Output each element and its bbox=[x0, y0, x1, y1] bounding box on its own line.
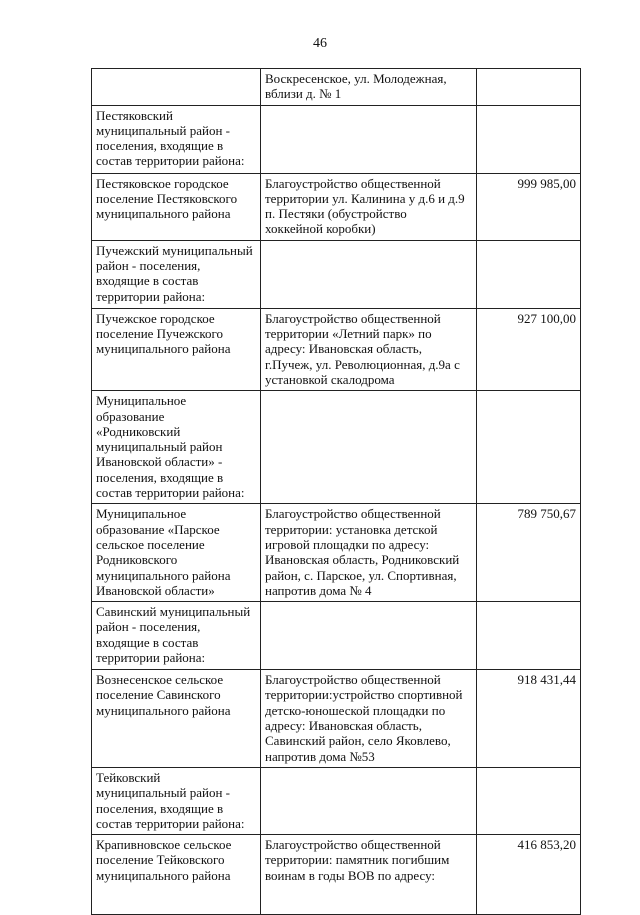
municipality-cell bbox=[92, 69, 261, 106]
municipality-line: Пестяковское городское bbox=[96, 175, 229, 191]
description-cell bbox=[261, 308, 477, 390]
municipality-line: Савинский муниципальный bbox=[96, 604, 251, 620]
municipality-line: территории района: bbox=[96, 650, 206, 666]
district-header-row bbox=[92, 602, 581, 670]
description-line: территории «Летний парк» по bbox=[265, 326, 432, 342]
description-line: Савинский район, село Яковлево, bbox=[265, 733, 451, 749]
description-line: п. Пестяки (обустройство bbox=[265, 206, 407, 222]
table-row bbox=[92, 504, 581, 602]
municipality-line: поселение Пучежского bbox=[96, 326, 224, 342]
municipality-line: муниципального района bbox=[96, 567, 231, 583]
description-line: хоккейной коробки) bbox=[265, 221, 376, 237]
description-cell bbox=[261, 69, 477, 106]
amount-cell bbox=[477, 602, 581, 670]
municipality-line: муниципального района bbox=[96, 341, 231, 357]
municipality-line: поселения, входящие в bbox=[96, 800, 224, 816]
page-number: 46 bbox=[313, 36, 327, 51]
municipality-line: муниципальный район - bbox=[96, 785, 230, 801]
municipality-line: Ивановской области» bbox=[96, 582, 215, 598]
municipality-line: поселение Пестяковского bbox=[96, 190, 238, 206]
description-line: воинам в годы ВОВ по адресу: bbox=[265, 867, 436, 883]
municipality-cell bbox=[92, 173, 261, 240]
municipality-line: Муниципальное bbox=[96, 506, 187, 522]
municipality-line: сельское поселение bbox=[96, 536, 205, 552]
municipality-cell bbox=[92, 391, 261, 504]
description-cell bbox=[261, 670, 477, 768]
description-line: территории ул. Калинина у д.6 и д.9 bbox=[265, 190, 465, 206]
description-line: Благоустройство общественной bbox=[265, 837, 441, 853]
municipality-line: входящие в состав bbox=[96, 273, 199, 289]
municipality-line: Пучежский муниципальный bbox=[96, 242, 253, 258]
description-line: Благоустройство общественной bbox=[265, 175, 441, 191]
description-line: Ивановская область, Родниковский bbox=[265, 552, 460, 568]
municipality-line: состав территории района: bbox=[96, 815, 245, 831]
amount-cell bbox=[477, 670, 581, 768]
municipality-line: территории района: bbox=[96, 288, 206, 304]
description-line: территории:устройство спортивной bbox=[265, 687, 463, 703]
municipality-line: образование «Парское bbox=[96, 521, 220, 537]
amount-cell bbox=[477, 69, 581, 106]
municipality-line: Пучежское городское bbox=[96, 310, 215, 326]
municipality-line: поселения, входящие в bbox=[96, 469, 224, 485]
municipality-line: Тейковский bbox=[96, 769, 161, 785]
municipality-line: Крапивновское сельское bbox=[96, 837, 232, 853]
description-cell bbox=[261, 173, 477, 240]
amount-cell bbox=[477, 308, 581, 390]
table-row bbox=[92, 835, 581, 915]
description-line: адресу: Ивановская область, bbox=[265, 341, 422, 357]
municipality-line: Пестяковский bbox=[96, 107, 173, 123]
description-line: территории: памятник погибшим bbox=[265, 852, 450, 868]
description-cell bbox=[261, 835, 477, 915]
amount-cell bbox=[477, 835, 581, 915]
table-row bbox=[92, 308, 581, 390]
description-line: Благоустройство общественной bbox=[265, 506, 441, 522]
municipality-line: Родниковского bbox=[96, 552, 178, 568]
district-header-row bbox=[92, 105, 581, 173]
municipality-line: образование bbox=[96, 408, 165, 424]
municipality-line: поселение Савинского bbox=[96, 687, 221, 703]
description-line: Благоустройство общественной bbox=[265, 310, 441, 326]
description-line: адресу: Ивановская область, bbox=[265, 718, 422, 734]
description-line: игровой площадки по адресу: bbox=[265, 536, 430, 552]
amount-value: 416 853,20 bbox=[517, 837, 576, 853]
municipality-cell bbox=[92, 105, 261, 173]
municipality-line: Вознесенское сельское bbox=[96, 672, 224, 688]
municipality-line: район - поселения, bbox=[96, 258, 201, 274]
description-line: Благоустройство общественной bbox=[265, 672, 441, 688]
amount-cell bbox=[477, 173, 581, 240]
table-row bbox=[92, 69, 581, 106]
table-row bbox=[92, 173, 581, 240]
amount-value: 918 431,44 bbox=[517, 672, 576, 688]
description-cell bbox=[261, 105, 477, 173]
description-cell bbox=[261, 602, 477, 670]
description-cell bbox=[261, 240, 477, 308]
municipality-line: состав территории района: bbox=[96, 485, 245, 501]
municipality-cell bbox=[92, 835, 261, 915]
municipality-line: муниципального района bbox=[96, 867, 231, 883]
municipality-cell bbox=[92, 240, 261, 308]
municipality-cell bbox=[92, 602, 261, 670]
municipality-line: входящие в состав bbox=[96, 634, 199, 650]
description-cell bbox=[261, 504, 477, 602]
description-line: детско-юношеской площадки по bbox=[265, 702, 446, 718]
municipality-line: состав территории района: bbox=[96, 153, 245, 169]
municipality-line: район - поселения, bbox=[96, 619, 201, 635]
amount-cell bbox=[477, 504, 581, 602]
subsidy-table bbox=[91, 68, 581, 915]
municipality-cell bbox=[92, 767, 261, 834]
description-cell bbox=[261, 767, 477, 834]
amount-cell bbox=[477, 391, 581, 504]
municipality-line: поселение Тейковского bbox=[96, 852, 225, 868]
description-line: напротив дома № 4 bbox=[265, 582, 372, 598]
municipality-line: муниципальный район - bbox=[96, 122, 230, 138]
description-cell bbox=[261, 391, 477, 504]
municipality-line: муниципального района bbox=[96, 702, 231, 718]
description-line: г.Пучеж, ул. Революционная, д.9а с bbox=[265, 356, 460, 372]
amount-value: 789 750,67 bbox=[517, 506, 576, 522]
municipality-line: поселения, входящие в bbox=[96, 138, 224, 154]
municipality-cell bbox=[92, 670, 261, 768]
description-line: вблизи д. № 1 bbox=[265, 86, 342, 102]
municipality-line: Муниципальное bbox=[96, 393, 187, 409]
municipality-cell bbox=[92, 308, 261, 390]
municipality-line: «Родниковский bbox=[96, 423, 181, 439]
amount-cell bbox=[477, 767, 581, 834]
description-line: установкой скалодрома bbox=[265, 371, 395, 387]
description-line: Воскресенское, ул. Молодежная, bbox=[265, 71, 447, 86]
amount-cell bbox=[477, 105, 581, 173]
amount-value: 927 100,00 bbox=[517, 310, 576, 326]
table-row bbox=[92, 670, 581, 768]
district-header-row bbox=[92, 391, 581, 504]
district-header-row bbox=[92, 767, 581, 834]
municipality-cell bbox=[92, 504, 261, 602]
description-line: территории: установка детской bbox=[265, 521, 438, 537]
municipality-line: муниципального района bbox=[96, 206, 231, 222]
district-header-row bbox=[92, 240, 581, 308]
description-line: район, с. Парское, ул. Спортивная, bbox=[265, 567, 457, 583]
amount-value: 999 985,00 bbox=[517, 175, 576, 191]
amount-cell bbox=[477, 240, 581, 308]
municipality-line: муниципальный район bbox=[96, 439, 223, 455]
municipality-line: Ивановской области» - bbox=[96, 454, 223, 470]
description-line: напротив дома №53 bbox=[265, 748, 375, 764]
